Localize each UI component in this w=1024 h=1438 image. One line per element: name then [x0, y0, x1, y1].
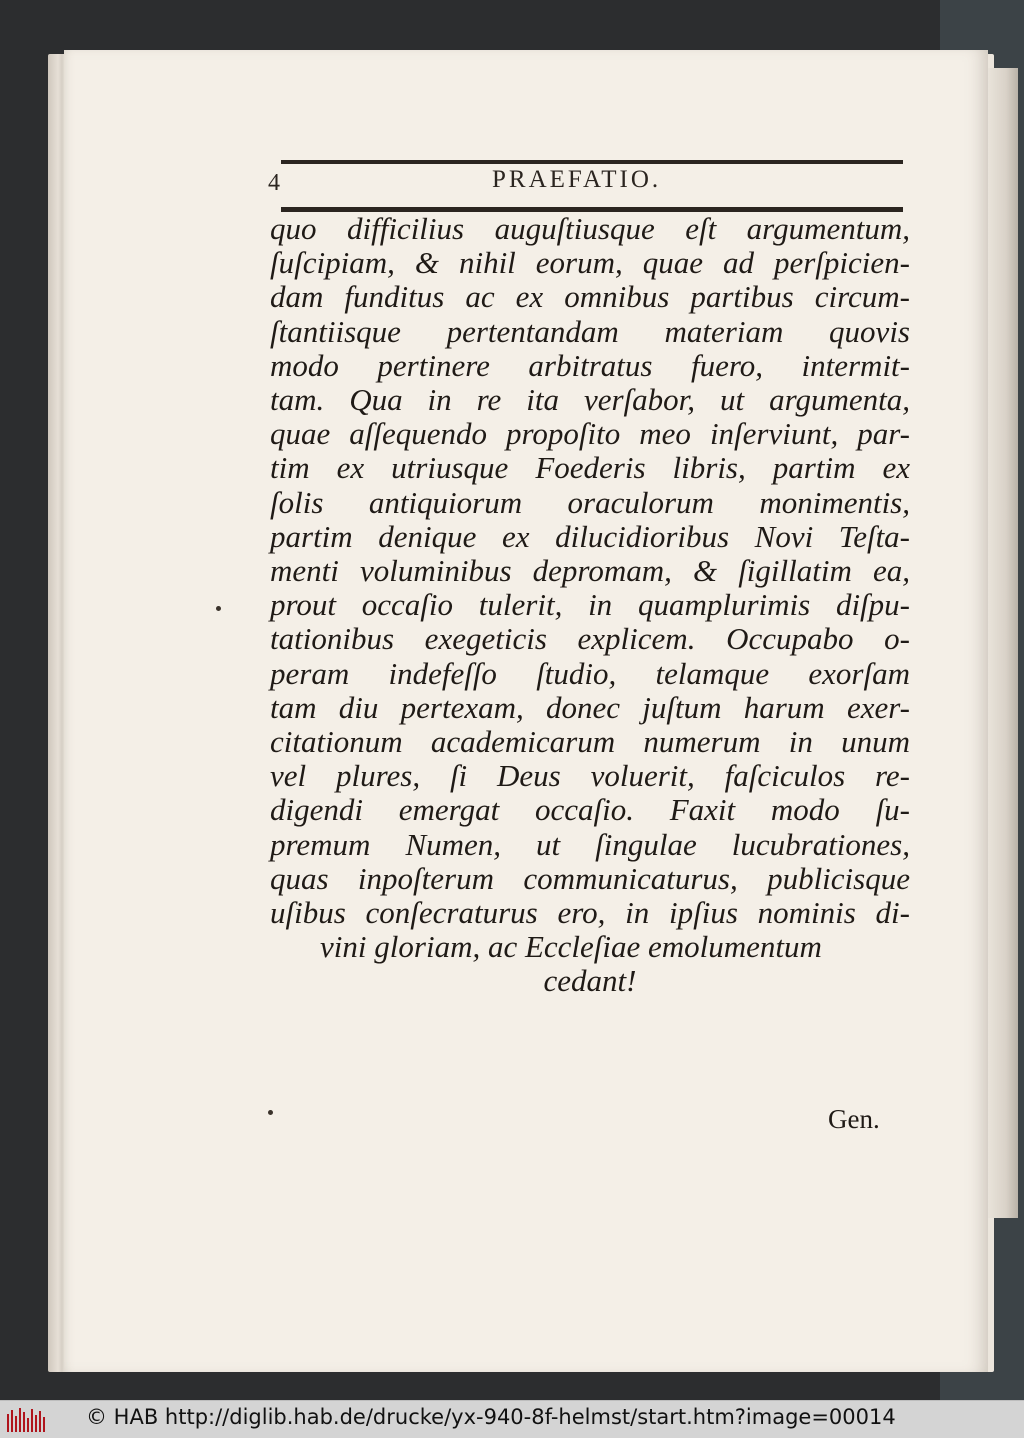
- text-line: partim denique ex dilucidioribus Novi Teſta-: [270, 518, 910, 554]
- text-line: digendi emergat occaſio. Faxit modo ſu-: [270, 792, 910, 828]
- footer-bar: [0, 1400, 1024, 1438]
- header-rule-top: [281, 160, 903, 164]
- page-number: 4: [268, 170, 280, 196]
- text-line: vel plures, ſi Deus voluerit, faſciculos re-: [270, 758, 910, 794]
- ink-dot: [216, 606, 221, 611]
- facing-page-edge: [988, 68, 1018, 1218]
- text-line: tim ex utriusque Foederis libris, partim ex: [270, 450, 910, 486]
- copyright-url[interactable]: © HAB http://diglib.hab.de/drucke/yx-940-8f-helmst/start.htm?image=00014: [86, 1405, 896, 1429]
- text-line: quo difficilius auguſtiusque eſt argumentum,: [270, 211, 910, 246]
- text-line: modo pertinere arbitratus fuero, intermit-: [270, 347, 910, 383]
- hab-barcode-icon: [6, 1406, 46, 1434]
- text-line: tam diu pertexam, donec juſtum harum exer-: [270, 689, 910, 725]
- text-line: citationum academicarum numerum in unum: [270, 724, 910, 760]
- text-line: ſuſcipiam, & nihil eorum, quae ad perſpicien-: [270, 245, 910, 281]
- text-line: tationibus exegeticis explicem. Occupabo o-: [270, 621, 910, 657]
- running-head: PRAEFATIO.: [492, 166, 662, 193]
- text-line: uſibus conſecraturus ero, in ipſius nominis di-: [270, 895, 910, 931]
- text-line: dam funditus ac ex omnibus partibus circum-: [270, 279, 910, 315]
- ink-dot: [268, 1110, 273, 1115]
- text-line: ſtantiisque pertentandam materiam quovis: [270, 313, 910, 349]
- body-text: [270, 212, 910, 999]
- text-line: menti voluminibus depromam, & ſigillatim ea,: [270, 553, 910, 589]
- text-line: cedant!: [543, 963, 637, 999]
- text-line: ſolis antiquiorum oraculorum monimentis,: [270, 484, 910, 520]
- text-line: vini gloriam, ac Eccleſiae emolumentum: [320, 929, 822, 965]
- text-line: quas inpoſterum communicaturus, publicisque: [270, 860, 910, 896]
- text-line: premum Numen, ut ſingulae lucubrationes,: [270, 826, 910, 862]
- text-line: tam. Qua in re ita verſabor, ut argumenta,: [270, 382, 910, 418]
- text-line: peram indefeſſo ſtudio, telamque exorſam: [270, 655, 910, 691]
- text-line: quae aſſequendo propoſito meo inſerviunt, par-: [270, 416, 910, 452]
- text-line: prout occaſio tulerit, in quamplurimis diſpu-: [270, 587, 910, 623]
- catchword: Gen.: [828, 1104, 880, 1134]
